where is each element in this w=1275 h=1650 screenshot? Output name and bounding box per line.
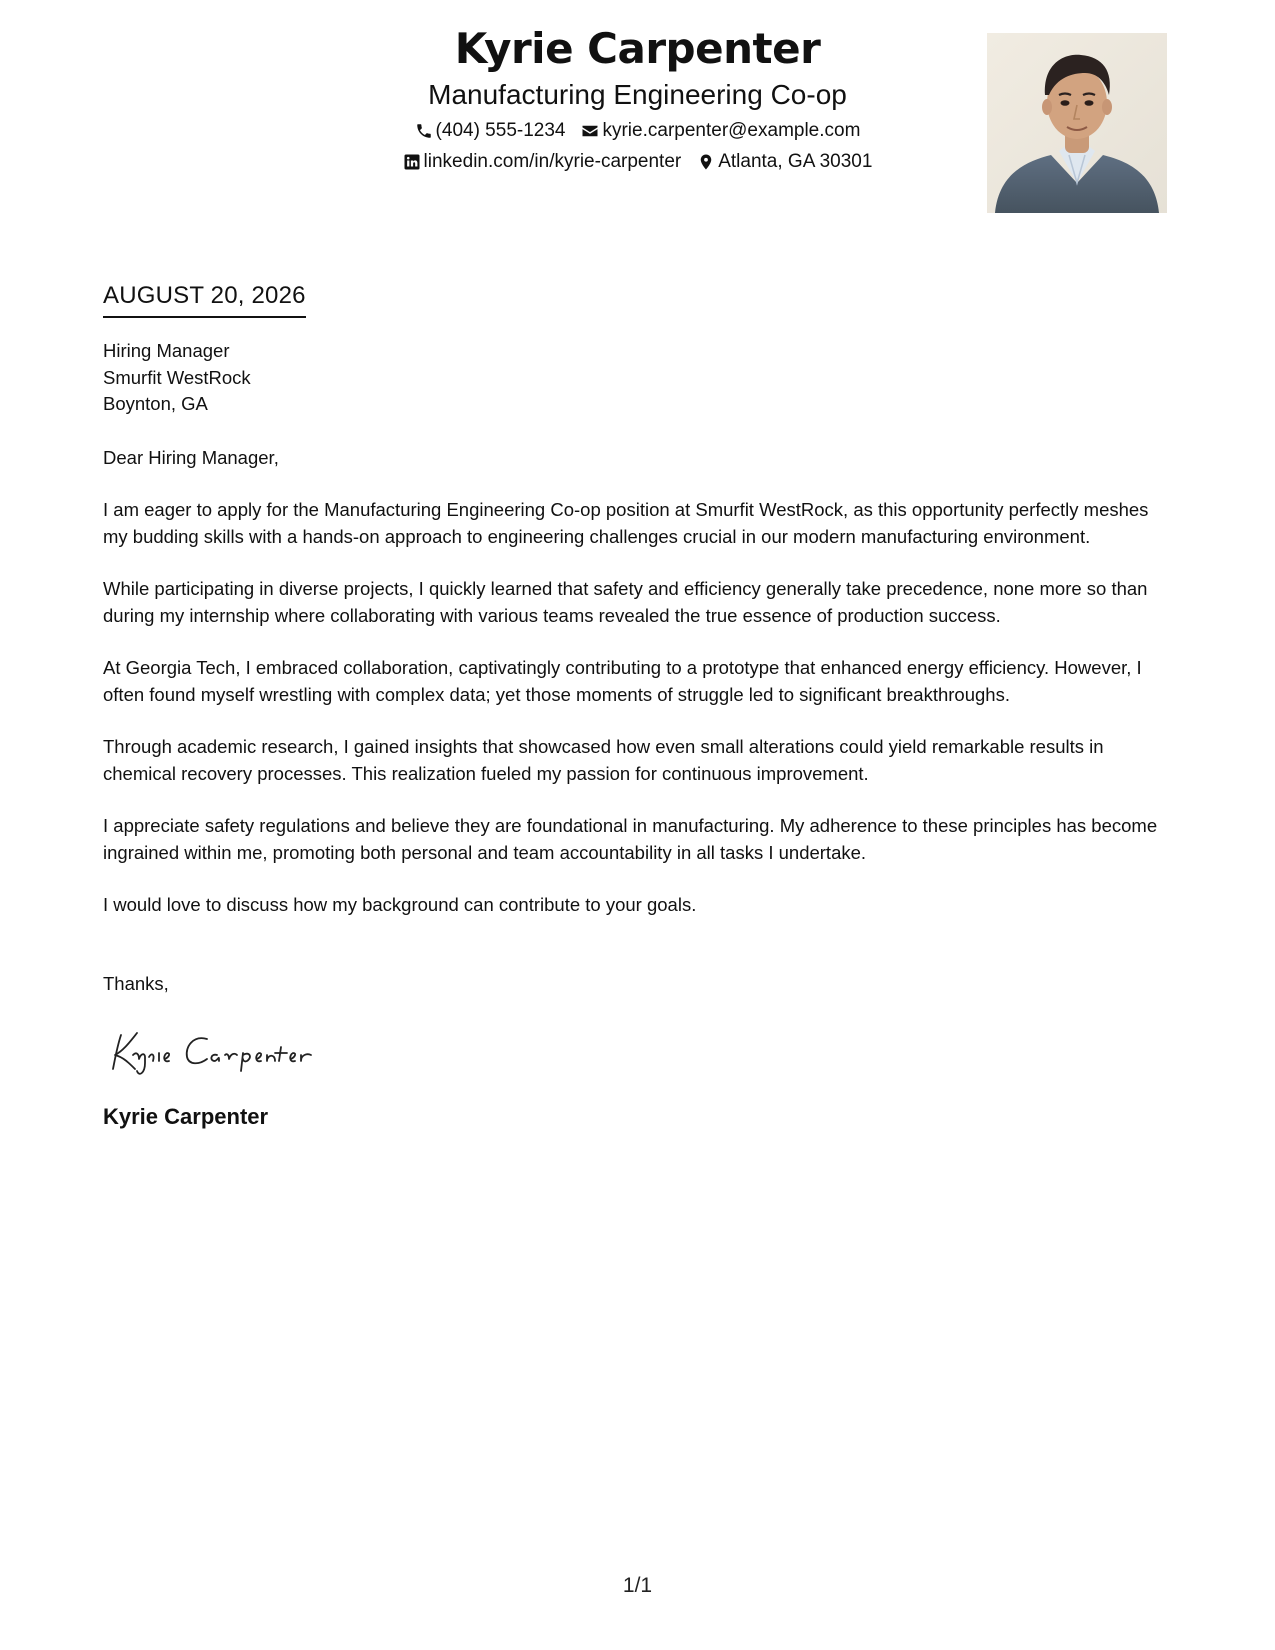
linkedin-contact — [403, 150, 682, 174]
recipient-title: Hiring Manager — [103, 340, 230, 361]
letter-date: AUGUST 20, 2026 — [103, 280, 306, 318]
linkedin-url: linkedin.com/in/kyrie-carpenter — [423, 151, 682, 172]
body-paragraph: At Georgia Tech, I embraced collaboration, captivatingly contributing to a prototype that enhanced energy efficiency. However, I often found myself wrestling with complex data; yet those moments of struggle led to significant breakthroughs. — [103, 657, 1142, 705]
handwritten-signature — [103, 1021, 363, 1081]
body-paragraph: While participating in diverse projects, I quickly learned that safety and efficiency generally take precedence, none more so than during my internship where collaborating with various teams revealed the true essence of production success. — [103, 578, 1148, 626]
email-address: kyrie.carpenter@example.com — [602, 120, 861, 141]
page-number: 1/1 — [622, 1574, 653, 1597]
body-paragraph: I appreciate safety regulations and believe they are foundational in manufacturing. My adherence to these principles has become ingrained within me, promoting both personal and team accountability in all tasks I undertake. — [103, 815, 1158, 863]
body-paragraph: I would love to discuss how my background can contribute to your goals. — [103, 894, 697, 915]
email-contact — [581, 119, 860, 143]
closing: Thanks, — [103, 972, 169, 994]
applicant-name: Kyrie Carpenter — [454, 24, 821, 73]
phone-icon — [415, 122, 433, 140]
map-marker-icon — [697, 153, 715, 171]
phone-contact — [415, 119, 566, 143]
body-paragraph: Through academic research, I gained insights that showcased how even small alterations could yield remarkable results in chemical recovery processes. This realization fueled my passion for continuous improvement. — [103, 736, 1104, 784]
recipient-location: Boynton, GA — [103, 393, 208, 414]
applicant-role: Manufacturing Engineering Co-op — [428, 79, 847, 110]
profile-photo — [987, 33, 1167, 213]
linkedin-icon — [403, 153, 421, 171]
greeting: Dear Hiring Manager, — [103, 446, 279, 468]
phone-number: (404) 555-1234 — [435, 120, 566, 141]
letter-body — [103, 280, 1178, 1131]
recipient-block — [103, 338, 1178, 418]
envelope-icon — [581, 122, 599, 140]
location-contact — [697, 150, 872, 174]
body-paragraph: I am eager to apply for the Manufacturing Engineering Co-op position at Smurfit WestRock, as this opportunity perfectly meshes my budding skills with a hands-on approach to engineering challenges crucial in our modern manufacturing environment. — [103, 499, 1149, 547]
location-text: Atlanta, GA 30301 — [718, 151, 873, 172]
recipient-company: Smurfit WestRock — [103, 366, 251, 388]
signer-name: Kyrie Carpenter — [103, 1104, 269, 1129]
